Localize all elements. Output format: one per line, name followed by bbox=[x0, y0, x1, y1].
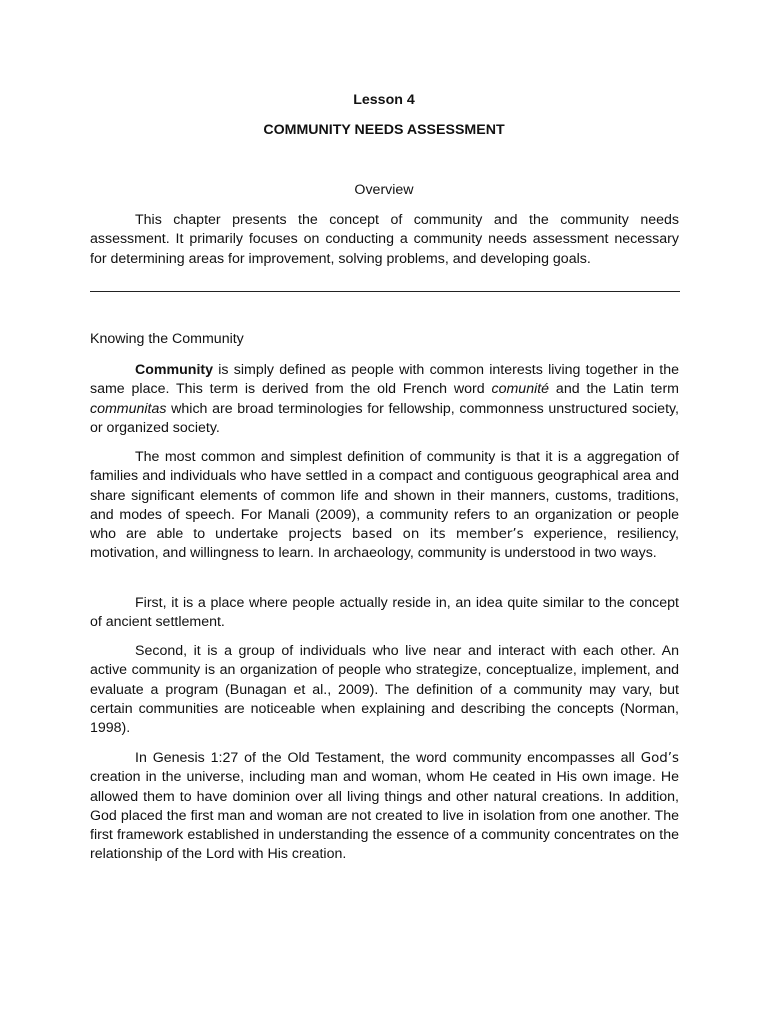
paragraph-first-way: First, it is a place where people actually reside in, an idea quite similar to the concept of ancient settlement. bbox=[90, 595, 679, 631]
section-heading: Knowing the Community bbox=[90, 331, 244, 347]
document-title: COMMUNITY NEEDS ASSESSMENT bbox=[263, 122, 505, 138]
p1-text-a: is simply defined as people with common interests living together in the same place. This term is derived from the old French word bbox=[90, 362, 679, 398]
p1-text-b: and the Latin term bbox=[549, 381, 679, 398]
overview-paragraph: This chapter presents the concept of community and the community needs assessment. It primarily focuses on conducting a community needs assessment necessary for determining areas for improvement, solving problems, and developing goals. bbox=[90, 212, 679, 267]
latin-term: communitas bbox=[90, 400, 167, 417]
lesson-label: Lesson 4 bbox=[353, 92, 415, 108]
paragraph-community-definition bbox=[90, 361, 679, 438]
french-term: comunité bbox=[491, 381, 550, 398]
p5-text-mono: God’s bbox=[640, 751, 679, 766]
p5-text-a: In Genesis 1:27 of the Old Testament, the word community encompasses all bbox=[135, 750, 641, 766]
paragraph-genesis bbox=[90, 749, 679, 865]
paragraph-second-way: Second, it is a group of individuals who live near and interact with each other. An active community is an organization of people who strategize, conceptualize, implement, and evaluate a program (Bunagan et al., 2009). The definition of a community may vary, but certain communities are noticeable when explaining and describing the concepts (Norman, 1998). bbox=[90, 643, 679, 737]
term-community: Community bbox=[135, 362, 214, 378]
overview-heading: Overview bbox=[354, 182, 414, 198]
p1-text-c: which are broad terminologies for fellowship, commonness unstructured society, or organized society. bbox=[90, 400, 679, 436]
p2-text-mono: projects based on its member’s bbox=[288, 527, 524, 543]
section-divider bbox=[90, 291, 680, 292]
p2-text-b: experience, resiliency, motivation, and willingness to learn. In archaeology, community is understood in two ways. bbox=[90, 526, 679, 562]
paragraph-simplest-definition bbox=[90, 448, 679, 564]
p2-text-a: The most common and simplest definition of community is that it is a aggregation of families and individuals who have settled in a compact and contiguous geographical area and share significant elements of common life and shown in their manners, customs, traditions, and modes of speech. For Manali (2009), a community refers to an organization or people who are able to undertake bbox=[90, 449, 679, 543]
p5-text-b: creation in the universe, including man and woman, whom He ceated in His own image. He allowed them to have dominion over all living things and other natural creations. In addition, God placed the first man and woman are not created to live in isolation from one another. The first framework established in understanding the essence of a community concentrates on the relationship of the Lord with His creation. bbox=[90, 769, 679, 863]
